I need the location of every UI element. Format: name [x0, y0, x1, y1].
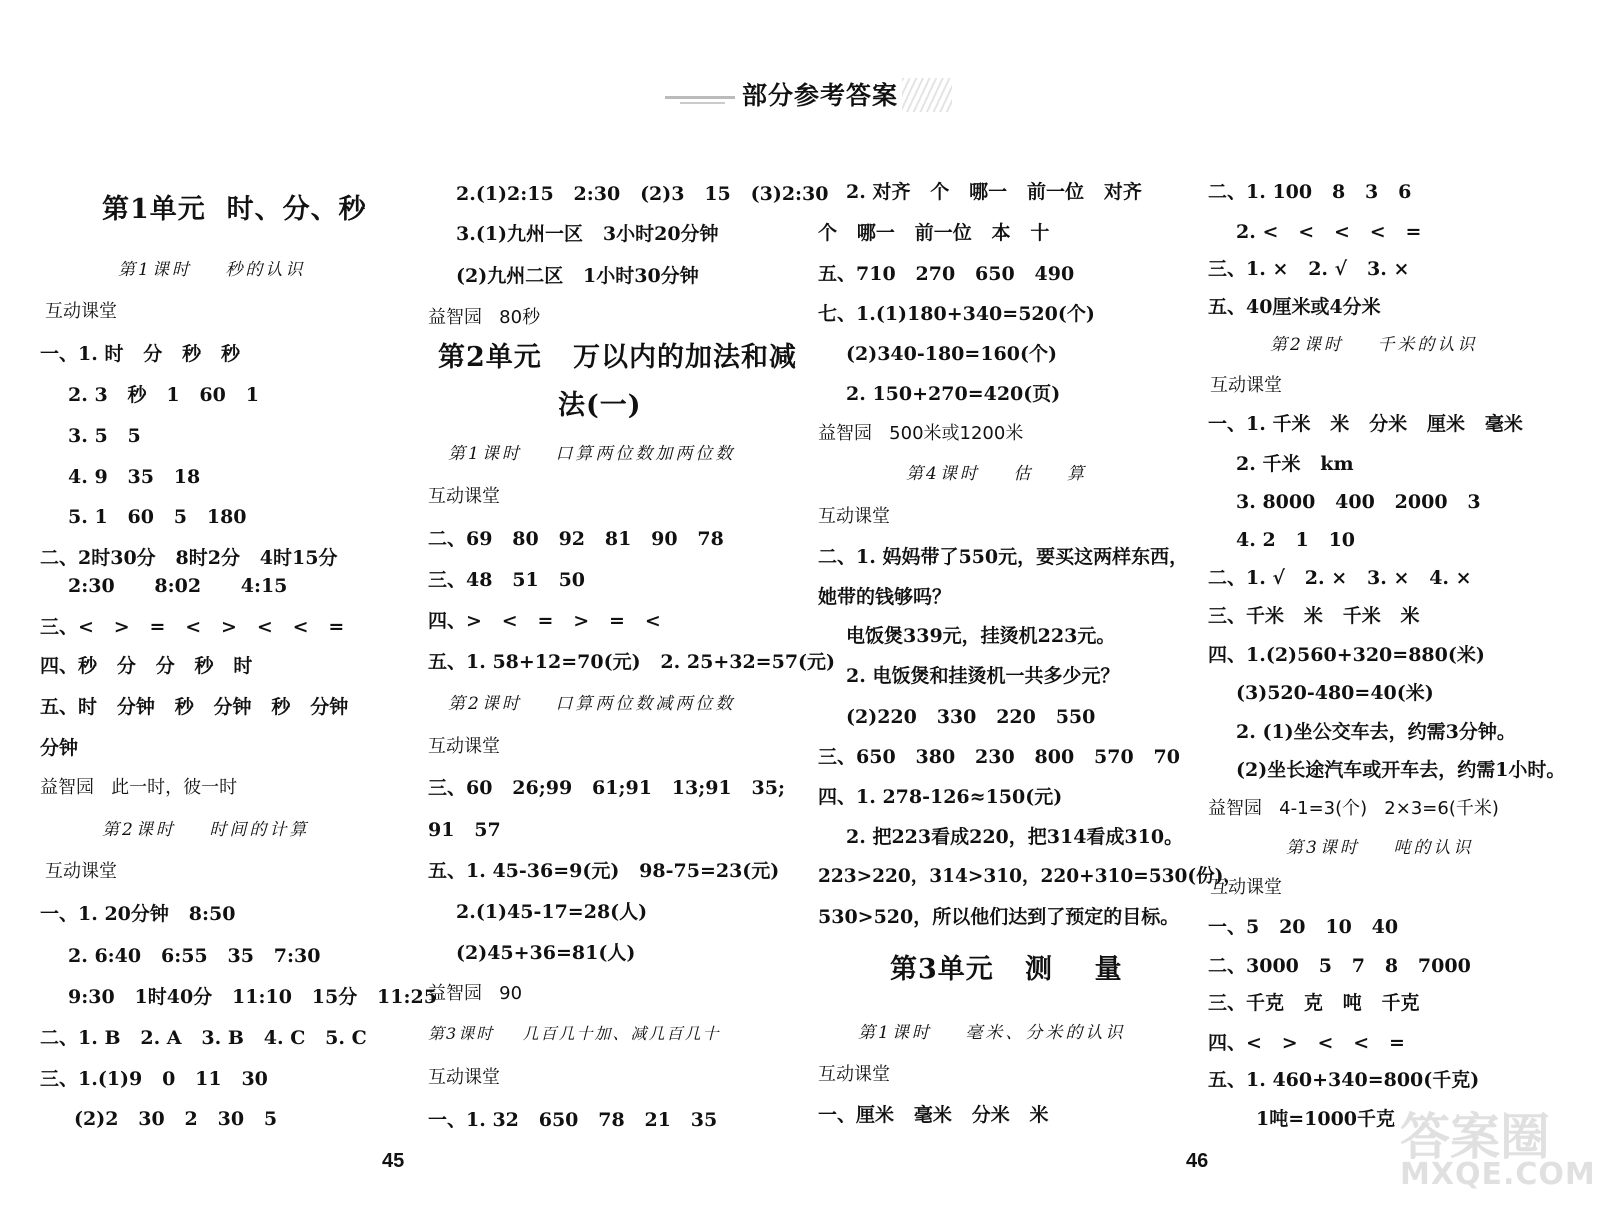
answer-line: 9:30 1时40分 11:10 15分 11:25	[68, 986, 437, 1008]
watermark-site: MXQE.COM	[1400, 1157, 1596, 1192]
unit-heading: 第2单元 万以内的加法和减	[438, 342, 797, 373]
section-label: 互动课堂	[45, 861, 117, 882]
answer-line: 2. 把223看成220，把314看成310。	[846, 826, 1184, 848]
answer-line: 四、> < = > = <	[428, 610, 661, 632]
answer-line: 91 57	[428, 819, 501, 841]
bonus-answer: 益智园 500米或1200米	[818, 423, 1024, 444]
answer-line: 一、1. 千米 米 分米 厘米 毫米	[1208, 413, 1523, 435]
lesson-heading: 第2课时 千米的认识	[1270, 335, 1478, 355]
answer-line: 二、2时30分 8时2分 4时15分	[40, 547, 338, 569]
answer-line: 4. 2 1 10	[1236, 529, 1356, 551]
answer-line: 二、1. 100 8 3 6	[1208, 181, 1412, 203]
answer-line: 三、1.(1)9 0 11 30	[40, 1068, 268, 1090]
answer-line: 一、1. 32 650 78 21 35	[428, 1109, 718, 1131]
answer-line: 三、千克 克 吨 千克	[1208, 992, 1420, 1014]
answer-line: 二、3000 5 7 8 7000	[1208, 955, 1471, 977]
answer-line: 1吨=1000千克	[1256, 1108, 1396, 1130]
unit-heading-cont: 法(一)	[558, 390, 642, 421]
answer-line: 3. 5 5	[68, 425, 141, 447]
section-label: 互动课堂	[428, 1067, 500, 1088]
answer-line: 2.(1)2:15 2:30 (2)3 15 (3)2:30	[456, 183, 829, 205]
answer-line: 一、厘米 毫米 分米 米	[818, 1104, 1049, 1126]
answer-line: 四、1.(2)560+320=880(米)	[1208, 644, 1485, 666]
answer-line: 2. 千米 km	[1236, 453, 1354, 475]
answer-line: 她带的钱够吗？	[818, 586, 952, 608]
answer-line: 一、1. 20分钟 8:50	[40, 903, 236, 925]
answer-line: 2. 电饭煲和挂烫机一共多少元？	[846, 665, 1120, 687]
answer-line: 530>520，所以他们达到了预定的目标。	[818, 906, 1180, 928]
answer-line: 二、1. B 2. A 3. B 4. C 5. C	[40, 1027, 367, 1049]
section-label: 互动课堂	[428, 736, 500, 757]
section-label: 互动课堂	[428, 486, 500, 507]
answer-line: 5. 1 60 5 180	[68, 506, 247, 528]
answer-line: 2. 对齐 个 哪一 前一位 对齐	[846, 181, 1142, 203]
answer-line: 三、48 51 50	[428, 569, 586, 591]
header-title: 部分参考答案	[742, 81, 899, 110]
page-number-right: 46	[1186, 1150, 1209, 1172]
answer-line: 三、650 380 230 800 570 70	[818, 746, 1180, 768]
answer-line: 3.(1)九州一区 3小时20分钟	[456, 223, 719, 245]
answer-line: 五、时 分钟 秒 分钟 秒 分钟	[40, 696, 349, 718]
bonus-answer: 益智园 80秒	[428, 307, 541, 328]
answer-line: 2. (1)坐公交车去，约需3分钟。	[1236, 721, 1516, 743]
answer-line: 二、69 80 92 81 90 78	[428, 528, 724, 550]
answer-line: 电饭煲339元，挂烫机223元。	[846, 625, 1116, 647]
answer-line: 四、1. 278-126≈150(元)	[818, 786, 1063, 808]
lesson-heading: 第3课时 几百几十加、减几百几十	[428, 1024, 721, 1043]
answer-column-1	[40, 0, 437, 1216]
answer-line: 二、1. √ 2. × 3. × 4. ×	[1208, 567, 1472, 589]
bonus-answer: 益智园 4-1=3(个) 2×3=6(千米)	[1208, 798, 1499, 819]
answer-line: 五、1. 460+340=800(千克)	[1208, 1069, 1480, 1091]
answer-line: 2. 6:40 6:55 35 7:30	[68, 945, 321, 967]
lesson-heading: 第4课时 估 算	[906, 464, 1088, 484]
answer-line: 五、710 270 650 490	[818, 263, 1075, 285]
unit-heading: 第1单元 时、分、秒	[102, 194, 367, 225]
section-label: 互动课堂	[45, 301, 117, 322]
answer-column-4	[1208, 0, 1568, 1216]
bonus-answer: 益智园 90	[428, 983, 523, 1004]
answer-line: 五、1. 45-36=9(元) 98-75=23(元)	[428, 860, 780, 882]
answer-line: (2)坐长途汽车或开车去，约需1小时。	[1236, 759, 1566, 781]
answer-line: 三、1. × 2. √ 3. ×	[1208, 258, 1410, 280]
answer-line: 4. 9 35 18	[68, 466, 201, 488]
section-label: 互动课堂	[1210, 877, 1282, 898]
answer-line: 2.(1)45-17=28(人)	[456, 901, 648, 923]
lesson-heading: 第2课时 时间的计算	[102, 820, 310, 840]
section-label: 互动课堂	[1210, 375, 1282, 396]
answer-line: 2:30 8:02 4:15	[68, 575, 288, 597]
lesson-heading: 第1课时 毫米、分米的认识	[858, 1023, 1126, 1043]
answer-line: 2. < < < < =	[1236, 221, 1422, 243]
answer-line: 个 哪一 前一位 本 十	[818, 222, 1050, 244]
answer-line: 二、1. 妈妈带了550元，要买这两样东西，	[818, 546, 1189, 568]
answer-line: (2)340-180=160(个)	[846, 343, 1057, 365]
answer-line: 223>220，314>310，220+310=530(份)，	[818, 866, 1242, 887]
page-number-left: 45	[382, 1150, 405, 1172]
lesson-heading: 第2课时 口算两位数减两位数	[448, 694, 736, 714]
answer-line: 四、< > < < =	[1208, 1032, 1405, 1054]
answer-line: 五、1. 58+12=70(元) 2. 25+32=57(元)	[428, 651, 836, 673]
section-label: 互动课堂	[818, 506, 890, 527]
answer-line: 四、秒 分 分 秒 时	[40, 655, 253, 677]
answer-line: 七、1.(1)180+340=520(个)	[818, 303, 1095, 325]
lesson-heading: 第1课时 口算两位数加两位数	[448, 444, 736, 464]
answer-line: 一、1. 时 分 秒 秒	[40, 343, 240, 365]
answer-line: 三、< > = < > < < =	[40, 616, 345, 638]
answer-line: (3)520-480=40(米)	[1236, 682, 1434, 704]
answer-line: (2)45+36=81(人)	[456, 942, 636, 964]
unit-heading: 第3单元 测 量	[890, 954, 1123, 985]
section-label: 互动课堂	[818, 1064, 890, 1085]
answer-line: 五、40厘米或4分米	[1208, 296, 1381, 318]
answer-line: 3. 8000 400 2000 3	[1236, 491, 1481, 513]
lesson-heading: 第3课时 吨的认识	[1286, 838, 1474, 858]
answer-line: 2. 3 秒 1 60 1	[68, 384, 259, 406]
watermark	[1400, 1095, 1596, 1213]
watermark-logo: 答案圈	[1400, 1108, 1550, 1166]
lesson-heading: 第1课时 秒的认识	[118, 260, 306, 280]
answer-line: 三、60 26;99 61;91 13;91 35;	[428, 777, 785, 799]
answer-line: (2)2 30 2 30 5	[74, 1108, 278, 1130]
answer-line: (2)九州二区 1小时30分钟	[456, 265, 699, 287]
answer-line: (2)220 330 220 550	[846, 706, 1096, 728]
bonus-answer: 益智园 此一时，彼一时	[40, 777, 238, 798]
answer-line: 分钟	[40, 737, 79, 759]
answer-line: 三、千米 米 千米 米	[1208, 605, 1420, 627]
answer-line: 一、5 20 10 40	[1208, 916, 1399, 938]
answer-line: 2. 150+270=420(页)	[846, 383, 1061, 405]
